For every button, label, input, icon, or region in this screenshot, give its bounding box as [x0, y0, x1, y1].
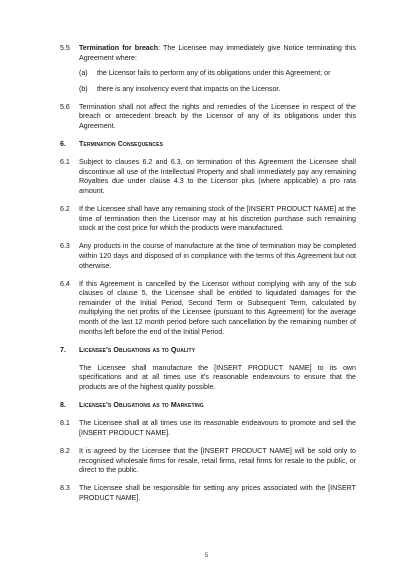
clause-6-4 [60, 280, 356, 338]
clause-text: If this Agreement is cancelled by the Licensor without complying with any of the sub clauses of clause 5, the Licensee shall be entitled to liquidated damages for the remainder of the Initial Period, Second Term or Subsequent Term, calculated by multiplying the net profits of the Licensee (pursuant to this Agreement) for the average month of the last 12 month period before such cancellation by the remaining number of months left before the end of the Initial Period. [79, 279, 356, 336]
document-body [60, 44, 356, 503]
section-number: 6. [60, 140, 67, 149]
section-heading-8 [60, 401, 356, 411]
clause-text: Subject to clauses 6.2 and 6.3, on termination of this Agreement the Licensee shall discontinue all use of the Intellectual Property and shall immediately pay any remaining Royalties due under clause 4.3 to the Licensor plus (where applicable) a pro rata amount. [79, 158, 356, 196]
clause-number: 6.1 [60, 158, 70, 167]
clause-6-2 [60, 205, 356, 234]
section-title: Licensee's Obligations as to Marketing [79, 401, 204, 410]
subclause-5-5-a [60, 69, 356, 79]
clause-text: The Licensee shall at all times use its reasonable endeavours to promote and sell the [INSERT PRODUCT NAME]. [79, 419, 356, 437]
section-7-text [60, 364, 356, 393]
section-number: 8. [60, 401, 67, 410]
clause-number: 8.1 [60, 419, 70, 428]
clause-text: If the Licensee shall have any remaining stock of the [INSERT PRODUCT NAME] at the time of termination then the Licensor may at his discretion purchase such remaining stock at the cost price for which the products were manufactured. [79, 205, 356, 233]
subclause-text: there is any insolvency event that impacts on the Licensor. [97, 84, 281, 93]
subclause-letter: (a) [79, 69, 88, 78]
subclause-5-5-b [60, 85, 356, 95]
clause-number: 8.2 [60, 446, 70, 455]
clause-number: 5.5 [60, 44, 70, 52]
clause-number: 6.4 [60, 279, 70, 288]
clause-6-3 [60, 242, 356, 271]
clause-8-1 [60, 419, 356, 438]
page-number: 5 [204, 552, 209, 559]
clause-number: 8.3 [60, 484, 70, 493]
section-title: Licensee's Obligations as to Quality [79, 345, 196, 354]
clause-8-2 [60, 447, 356, 476]
clause-6-1 [60, 158, 356, 196]
section-heading-7 [60, 346, 356, 356]
clause-text: The Licensee shall be responsible for setting any prices associated with the [INSERT PRODUCT NAME]. [79, 484, 356, 502]
clause-text: It is agreed by the Licensee that the [INSERT PRODUCT NAME] will be sold only to recognised wholesale firms for resale, retail firms, retail firms for resale to the public, or direct to the public. [79, 446, 356, 475]
clause-5-5 [60, 44, 356, 63]
clause-8-3 [60, 484, 356, 503]
subclause-letter: (b) [79, 84, 88, 93]
clause-number: 6.3 [60, 242, 70, 251]
section-number: 7. [60, 345, 67, 354]
clause-title: Termination for breach [79, 44, 159, 52]
clause-number: 5.6 [60, 102, 70, 111]
section-heading-6 [60, 140, 356, 150]
clause-text: : The Licensee may immediately give Notice terminating this Agreement where: [79, 44, 356, 62]
clause-text: Termination shall not affect the rights and remedies of the Licensee in respect of the breach or antecedent breach by the Licensor of any of its obligations under this Agreement. [79, 102, 356, 131]
section-title: Termination Consequences [79, 140, 164, 149]
clause-text: Any products in the course of manufacture at the time of termination may be completed within 120 days and disposed of in compliance with the terms of this Agreement but not otherwise. [79, 242, 356, 270]
subclause-text: the Licensor fails to perform any of its obligations under this Agreement; or [97, 69, 331, 78]
clause-5-6 [60, 103, 356, 132]
clause-text: The Licensee shall manufacture the [INSERT PRODUCT NAME] to its own specifications and at all times use it's reasonable endeavours to ensure that the products are of the highest quality possible. [79, 363, 356, 392]
clause-number: 6.2 [60, 205, 70, 214]
